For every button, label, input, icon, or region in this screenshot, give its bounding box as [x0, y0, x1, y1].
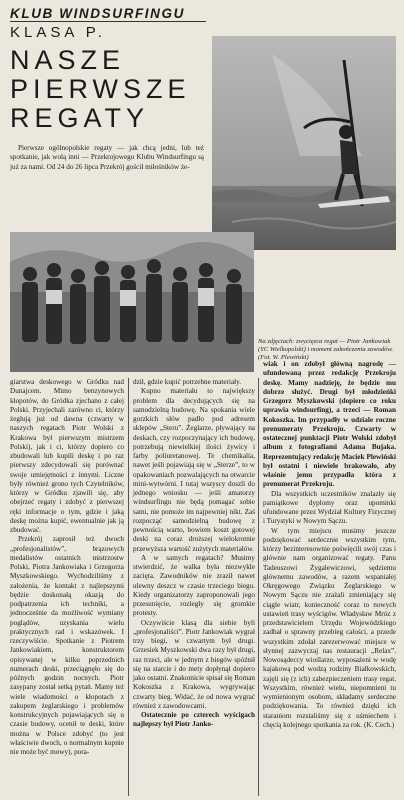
- photo-group: [10, 232, 254, 372]
- article-column-2: dził, gdzie kupić potrzebne materiały. Kupno materiału to największy problem dla decydujących się na samodzielną budowę. Na spokania wiele gorzkich słów padło pod adresem sklepów „Steru”. Żeglarze, pływający na deskach, czy rozpoczynający ich budowę, potrzebują niewielkiej ilości żywicy i farby poliuretanowej. Te chemikalia, nawet jeśli pojawiają się w „Sterze”, to w opakowaniach pozwalających na otwarcie mini-wytwórni. I tutaj wszyscy doszli do jednego wniosku — jeśli amatorzy windsurfingu nie będą pomagać sobie sami, nie pomoże im najpewniej nikt. Zaś rozpocząć samodzielną budowę z pewnością warto, bowiem koszt gotowej deski na coraz droższej wielokrotnie przewyższa wartość zużytych materiałów. A w samych regatach? Musimy stwierdzić, że walka była niezwykle zacięta. Zawodników nie zraził nawet ulewny deszcz w czasie trzeciego biegu. Kiedy organizatorzy zaproponowali jego przesunięcie, rozległy się gromkie protesty. Oczywiście klasą dla siebie byli „profesjonaliści”. Piotr Jankowiak wygrał trzy biegi, w czwartym był drugi. Grzesiek Myszkowski dwa razy był drugi, raz trzeci, ale w jednym z biegów spóźnił się na starcie i do mety dopłynął dopiero jako ostatni. Znakomicie spisał się Roman Kokoszka z Krakowa, wygrywając czwarty bieg. Widać, że od nowa wygrać również z zawodowcami. Ostatecznie po czterech wyścigach najlepszy był Piotr Janko-: [133, 378, 255, 729]
- article-column-3: wiak i on zdobył główną nagrodę — ufundowaną przez redakcję Przekroju deskę. Mamy nadzieję, że będzie mu dobrze służyć. Drugi był młodzieńki Grzegorz Myszkowski (dopiero co roku uprawia windsurfing), a trzeci — Roman Kokoszka. Im przypadły w udziale roczne prenumeraty Przekroju. Czwarty w ostatecznej punktacji Piotr Wolski zdobył album z fotografiami Adama Bujaka. Reprezentujący redakcję Maciek Plewiński był ostatni i niewiele brakowało, aby właśnie jemu przypadła która z prenumerat Przekroju. Dla wszystkich uczestników znalazły się pamiątkowe dyplomy oraz upominki ufundowane przez Wydział Kultury Fizycznej i Turystyki w Nowym Sączu. W tym miejscu musimy jeszcze podziękować serdecznie wszystkim tym, którzy bezinteresownie poświęcili swój czas i głównie nam organizować regaty. Panu Tadeuszowi Żygalewiczowi, sędziemu głównemu zawodów, a razem wspaniałej Okręgowego Związku Żeglarskiego w Nowym Sączu nie zrażali zmieniający się ciągle wiatr, konieczność coraz to nowych ustawień trasy wyścigów. Władysław Mróz z przedstawicielem Urzędu Wojewódzkiego zadbał o sprawny przebieg całości, a przede wszystkim zdołał zarezerwować miejsce w słynnej zazwyczaj nas restauracji „Relax”. Nowosądeccy wioślarze, wyposażeni w wodę kajakową pod wodzą rodziny Białkowskich, zajęli się (z ich) zabezpieczeniem trasy regat. Wszystkim, również wielu, niepomnieni tu wymienionym osobom, składamy serdeczne podziękowania. To również dzięki ich staraniom rozstaliśmy się z uśmiechem i chęcią kolejnego spotkania za rok. (K. Cech.): [263, 360, 396, 729]
- headline: [10, 46, 206, 133]
- photo-windsurfer-image: [212, 36, 396, 250]
- intro-paragraph: Pierwsze ogólnopolskie regaty — jak chcą jedni, lub też spotkanie, jak wolą inni — Przekrojowego Klubu Windsurfingu są już za nami. Od 24 do 26 lipca Przekrój gościł miłośników że-: [10, 144, 204, 171]
- column-divider: [258, 378, 259, 796]
- photo-windsurfer: [212, 36, 396, 250]
- photo-caption: Na zdjęciach: zwycięzca regat — Piotr Jankowiak (YC Wielkopolski) i moment zakończenia zawodów. (Fot. W. Plewiński): [258, 338, 394, 361]
- column-kicker: KLUB WINDSURFINGU: [10, 6, 185, 21]
- column-divider: [128, 378, 129, 796]
- class-line: KLASA P.: [10, 24, 106, 41]
- headline-line-2: PIERWSZE: [10, 74, 191, 104]
- article-column-1: giarstwa deskowego w Gródku nad Dunajcem. Mimo benzynowych kłopotów, do Gródka zjechano z całej Polski. Przyjechali zarówno ci, którzy żeglują już od dawna (czwarty w naszych regatach Piotr Wolski z Krakowa był pierwszym mistrzem Polski), jak i ci, którzy dopiero co zbudowali lub kupili deskę i po raz pierwszy zdecydowali się porównać swoje umiejętności z innymi. Liczne były również grono tych Czytelników, którzy w Gródku zjawili się, aby obejrzeć regaty i zdobyć z pierwszej ręki informacje o tym, gdzie i jaką deskę można kupić, ewentualnie jak ją zbudować. Przekrój zaprosił też dwoch „profesjonalistów”, brązowych medalistów ostatnich mistrzostw Polski, Piotra Jankowiaka i Grzegorza Myszkowskiego. Wychodziliśmy z założenia, że kontakt z najlepszymi będzie doskonałą okazją do podpatrzenia ich techniki, a jednocześnie da możliwość wymiany poglądów, uzyskania wielu praktycznych rad i wskazówek. I rzeczywiście. Spotkanie z Piotrem Jankowiakiem, konstruktorem opisywanej w kilku poprzednich numerach deski, przeciągnęło się do późnych godzin nocnych. Piotr zasypany został setką pytań. Mamy też wiele wiadomości o kłopotach z zakupem żeglarskiego i problemów konstrukcyjnych pojawiających się u czasie budowy, ocenił te deski, które można w Polsce zdobyć (to jest właściwie dwoch, o normalnym kupnie nie może być mowy), pora-: [10, 378, 124, 756]
- photo-group-image: [10, 232, 254, 372]
- headline-line-3: REGATY: [10, 103, 150, 133]
- divider: [10, 21, 206, 22]
- headline-line-1: NASZE: [10, 45, 126, 75]
